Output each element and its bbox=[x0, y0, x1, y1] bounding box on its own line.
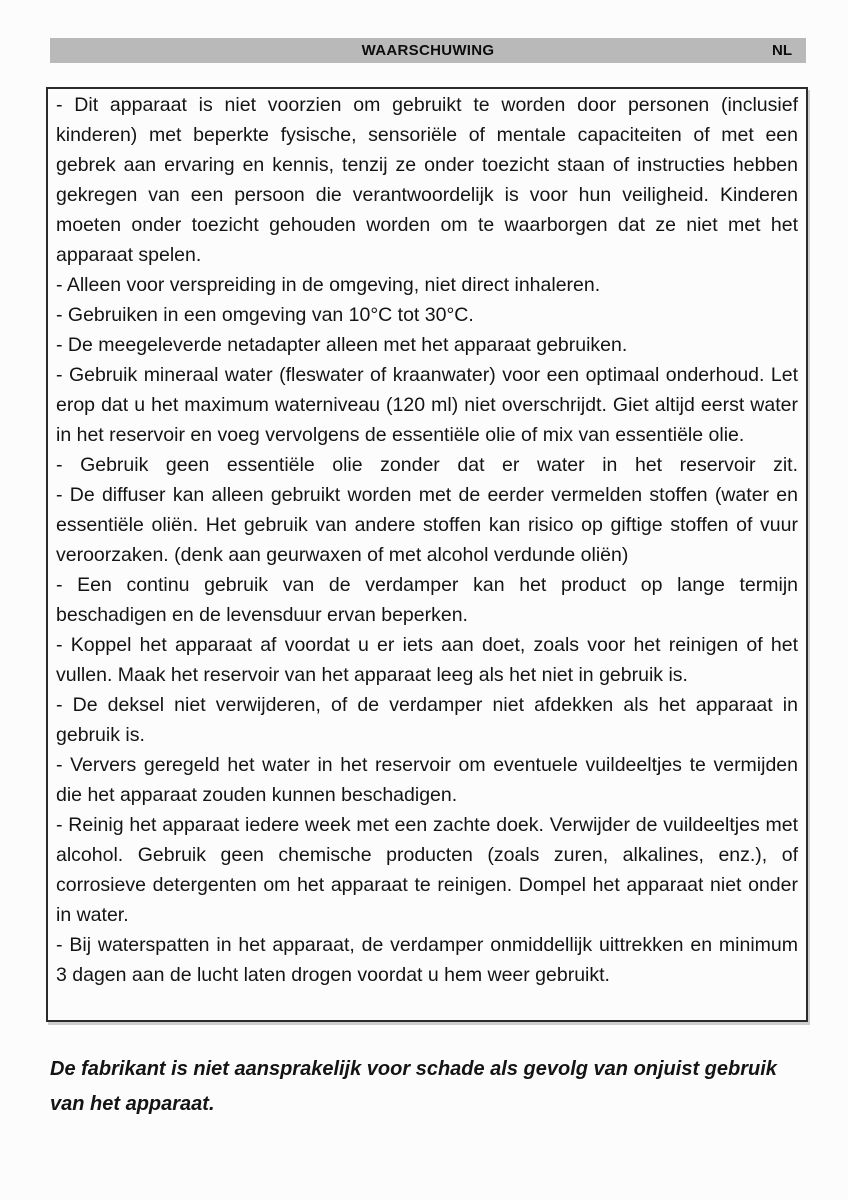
warning-item: - De deksel niet verwijderen, of de verdamper niet afdekken als het apparaat in gebruik is. bbox=[56, 694, 798, 746]
warning-item: - Ververs geregeld het water in het reservoir om eventuele vuildeeltjes te vermijden die het apparaat zouden kunnen beschadigen. bbox=[56, 754, 798, 806]
warning-box bbox=[46, 87, 808, 1022]
warning-item: - Gebruiken in een omgeving van 10°C tot 30°C. bbox=[56, 304, 474, 326]
language-code-badge: NL bbox=[772, 42, 792, 59]
warning-item: - Gebruik mineraal water (fleswater of kraanwater) voor een optimaal onderhoud. Let erop dat u het maximum waterniveau (120 ml) niet overschrijdt. Giet altijd eerst water in het reservoir en voeg vervolgens de essentiële olie of mix van essentiële olie. bbox=[56, 364, 798, 446]
warning-item: - Reinig het apparaat iedere week met een zachte doek. Verwijder de vuildeeltjes met alcohol. Gebruik geen chemische producten (zoals zuren, alkalines, enz.), of corrosieve detergenten om het apparaat te reinigen. Dompel het apparaat niet onder in water. bbox=[56, 814, 798, 926]
warning-item: - Een continu gebruik van de verdamper kan het product op lange termijn beschadigen en de levensduur ervan beperken. bbox=[56, 574, 798, 626]
warning-item: - De meegeleverde netadapter alleen met het apparaat gebruiken. bbox=[56, 334, 628, 356]
warning-item: - De diffuser kan alleen gebruikt worden met de eerder vermelden stoffen (water en essentiële oliën. Het gebruik van andere stoffen kan risico op giftige stoffen of vuur veroorzaken. (denk aan geurwaxen of met alcohol verdunde oliën) bbox=[56, 484, 798, 566]
warning-item: - Koppel het apparaat af voordat u er iets aan doet, zoals voor het reinigen of het vullen. Maak het reservoir van het apparaat leeg als het niet in gebruik is. bbox=[56, 634, 798, 686]
manufacturer-disclaimer: De fabrikant is niet aansprakelijk voor schade als gevolg van onjuist gebruik van het apparaat. bbox=[50, 1058, 777, 1115]
warning-item: - Bij waterspatten in het apparaat, de verdamper onmiddellijk uittrekken en minimum 3 dagen aan de lucht laten drogen voordat u hem weer gebruikt. bbox=[56, 934, 798, 986]
page-title: WAARSCHUWING bbox=[361, 42, 495, 59]
warning-item: - Gebruik geen essentiële olie zonder dat er water in het reservoir zit. bbox=[56, 454, 798, 476]
warning-header-bar bbox=[50, 38, 806, 63]
warning-item: - Alleen voor verspreiding in de omgeving, niet direct inhaleren. bbox=[56, 274, 601, 296]
warning-item: - Dit apparaat is niet voorzien om gebruikt te worden door personen (inclusief kinderen) met beperkte fysische, sensoriële of mentale capaciteiten of met een gebrek aan ervaring en kennis, tenzij ze onder toezicht staan of instructies hebben gekregen van een persoon die verantwoordelijk is voor hun veiligheid. Kinderen moeten onder toezicht gehouden worden om te waarborgen dat ze niet met het apparaat spelen. bbox=[56, 94, 798, 266]
